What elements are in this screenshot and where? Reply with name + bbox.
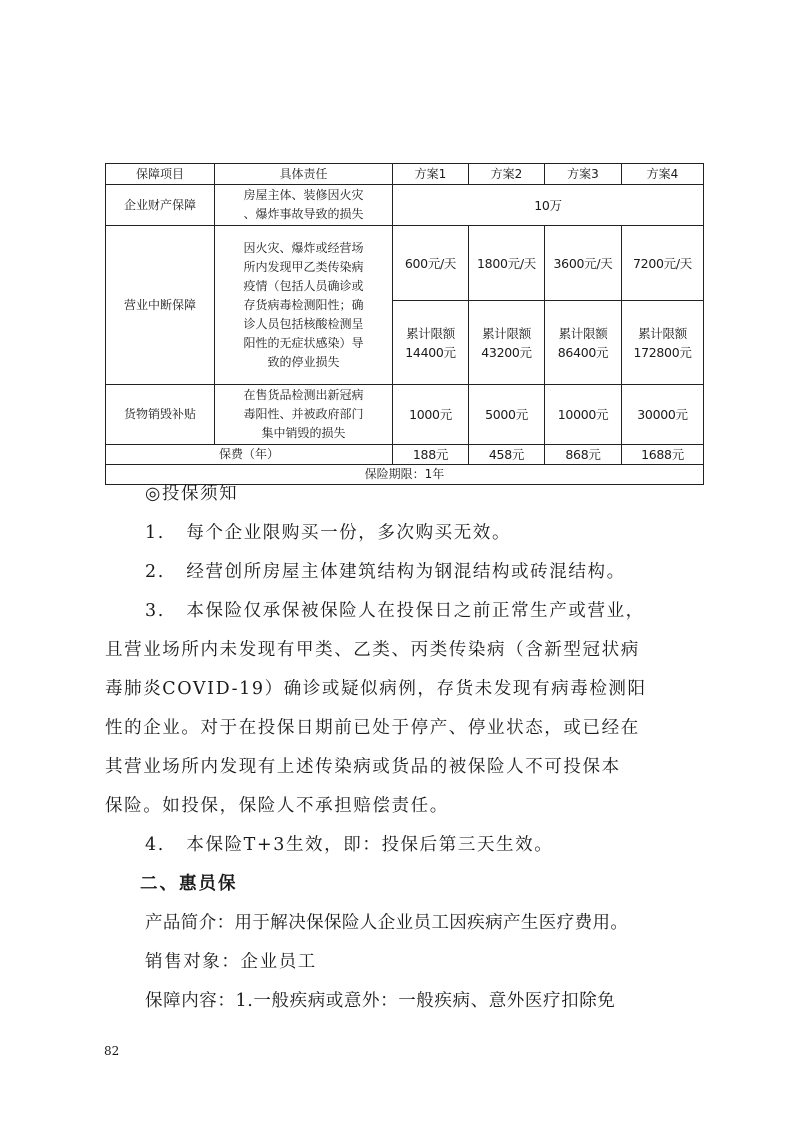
responsibility-line: 、爆炸事故导致的损失 <box>243 207 364 221</box>
daily-amount-cell: 3600元/天 <box>545 226 622 301</box>
coverage-content: 保障内容：1.一般疾病或意外：一般疾病、意外医疗扣除免 <box>145 991 616 1011</box>
notes-heading: ◎投保须知 <box>145 484 239 504</box>
premium-value: 1688元 <box>622 445 704 465</box>
note-item-3-cont: 毒肺炎COVID-19）确诊或疑似病例，存货未发现有病毒检测阳 <box>105 679 647 699</box>
responsibility-cell <box>215 226 393 385</box>
responsibility-line: 诊人员包括核酸检测呈 <box>243 316 364 331</box>
responsibility-cell <box>215 185 393 226</box>
responsibility-line: 集中销毁的损失 <box>261 426 346 440</box>
limit-label: 累计限额 <box>482 325 531 341</box>
responsibility-line: 房屋主体、装修因火灾 <box>243 188 364 202</box>
daily-amount-cell: 7200元/天 <box>622 226 704 301</box>
item-cell: 企业财产保障 <box>106 185 215 226</box>
page-number: 82 <box>104 1044 120 1058</box>
table-row-interrupt-daily <box>106 226 704 301</box>
sales-target: 销售对象：企业员工 <box>145 952 317 972</box>
note-item-1: 1. 每个企业限购买一份，多次购买无效。 <box>145 523 512 543</box>
item-cell: 货物销毁补贴 <box>106 385 215 445</box>
note-item-3: 3. 本保险仅承保被保险人在投保日之前正常生产或营业， <box>145 601 645 621</box>
premium-label: 保费（年） <box>106 445 393 465</box>
responsibility-line: 疫情（包括人员确诊或 <box>243 278 364 293</box>
header-cell: 保障项目 <box>106 164 215 185</box>
daily-amount-cell: 1800元/天 <box>469 226 545 301</box>
responsibility-line: 致的停业损失 <box>267 354 340 369</box>
limit-label: 累计限额 <box>638 325 687 341</box>
table-row-goods <box>106 385 704 445</box>
note-item-2: 2. 经营创所房屋主体建筑结构为钢混结构或砖混结构。 <box>145 562 626 582</box>
goods-amount-cell: 30000元 <box>622 385 704 445</box>
goods-amount-cell: 5000元 <box>469 385 545 445</box>
header-cell: 方案4 <box>622 164 704 185</box>
goods-amount-cell: 10000元 <box>545 385 622 445</box>
limit-value: 14400元 <box>405 344 456 360</box>
product-intro: 产品简介：用于解决保保险人企业员工因疾病产生医疗费用。 <box>145 913 629 933</box>
body-text <box>105 475 715 1021</box>
goods-amount-cell: 1000元 <box>393 385 469 445</box>
limit-cell <box>469 301 545 385</box>
note-item-4: 4. 本保险T+3生效，即：投保后第三天生效。 <box>145 835 554 855</box>
limit-cell <box>622 301 704 385</box>
premium-value: 188元 <box>393 445 469 465</box>
responsibility-line: 因火灾、爆炸或经营场 <box>243 240 364 255</box>
limit-label: 累计限额 <box>406 325 455 341</box>
limit-value: 86400元 <box>557 344 609 360</box>
header-cell: 具体责任 <box>215 164 393 185</box>
note-item-3-cont: 保险。如投保，保险人不承担赔偿责任。 <box>105 796 449 816</box>
item-cell: 营业中断保障 <box>106 226 215 385</box>
insurance-period: 保险期限：1年 <box>106 465 704 485</box>
header-cell: 方案1 <box>393 164 469 185</box>
insurance-plan-table <box>105 163 704 485</box>
note-item-3-cont: 性的企业。对于在投保日期前已处于停产、停业状态，或已经在 <box>105 718 640 738</box>
responsibility-line: 在售货品检测出新冠病 <box>243 388 364 402</box>
header-cell: 方案2 <box>469 164 545 185</box>
section-heading: 二、惠员保 <box>140 874 238 894</box>
responsibility-line: 所内发现甲乙类传染病 <box>243 259 364 274</box>
premium-value: 868元 <box>545 445 622 465</box>
limit-cell <box>393 301 469 385</box>
note-item-3-cont: 且营业场所内未发现有甲类、乙类、丙类传染病（含新型冠状病 <box>105 640 640 660</box>
table-row-premium <box>106 445 704 465</box>
responsibility-line: 存货病毒检测阳性；确 <box>243 297 364 312</box>
premium-value: 458元 <box>469 445 545 465</box>
property-amount-cell: 10万 <box>393 185 704 226</box>
table-header-row <box>106 164 704 185</box>
insurance-plan-table-container <box>105 163 703 485</box>
responsibility-line: 毒阳性、并被政府部门 <box>243 407 364 421</box>
limit-label: 累计限额 <box>558 325 608 341</box>
note-item-3-cont: 其营业场所内发现有上述传染病或货品的被保险人不可投保本 <box>105 757 621 777</box>
daily-amount-cell: 600元/天 <box>393 226 469 301</box>
limit-cell <box>545 301 622 385</box>
responsibility-cell <box>215 385 393 445</box>
responsibility-line: 阳性的无症状感染）导 <box>243 335 364 350</box>
table-row-property <box>106 185 704 226</box>
limit-value: 172800元 <box>633 344 692 360</box>
limit-value: 43200元 <box>481 344 532 360</box>
header-cell: 方案3 <box>545 164 622 185</box>
